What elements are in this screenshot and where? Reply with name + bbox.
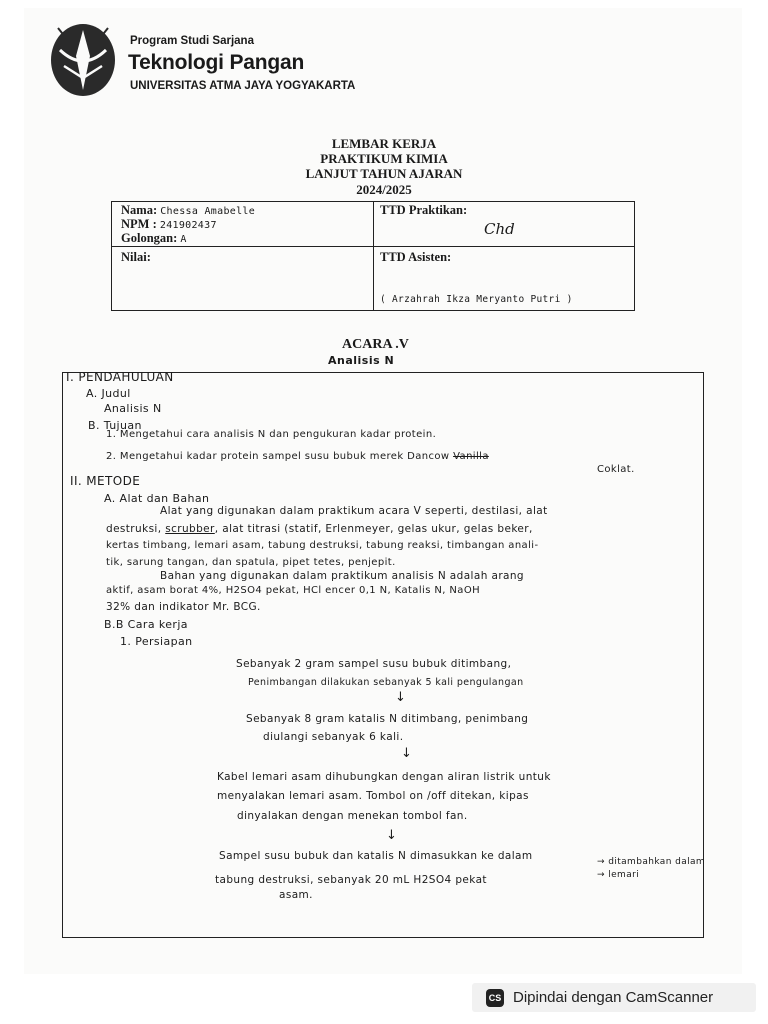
- doc-title-line3: LANJUT TAHUN AJARAN: [305, 166, 463, 181]
- tujuan-heading: B. Tujuan: [88, 419, 142, 432]
- step4-note-2: → lemari: [597, 870, 640, 880]
- ttd-asisten-label: TTD Asisten:: [380, 250, 452, 264]
- doc-title-line1: LEMBAR KERJA: [331, 136, 437, 151]
- program-label: Program Studi Sarjana: [130, 35, 254, 47]
- tujuan-2-struck: Vanilla: [453, 451, 489, 462]
- judul-text: Analisis N: [104, 402, 162, 415]
- npm-row: [121, 217, 217, 232]
- step3-line1: Kabel lemari asam dihubungkan dengan aliran listrik untuk: [217, 771, 551, 783]
- alat-line1: Alat yang digunakan dalam praktikum acara V seperti, destilasi, alat: [160, 505, 548, 517]
- step2-line2: diulangi sebanyak 6 kali.: [263, 731, 404, 743]
- nilai-label: Nilai:: [121, 250, 151, 264]
- camscanner-icon: CS: [486, 989, 504, 1007]
- camscanner-text: Dipindai dengan CamScanner: [513, 989, 714, 1006]
- bahan-line3: 32% dan indikator Mr. BCG.: [106, 601, 261, 613]
- step4-line1: Sampel susu bubuk dan katalis N dimasukkan ke dalam: [219, 850, 533, 862]
- bahan-line1: Bahan yang digunakan dalam praktikum analisis N adalah arang: [160, 570, 524, 582]
- ttd-praktikan-label: TTD Praktikan:: [380, 203, 468, 217]
- nama-value: Chessa Amabelle: [160, 206, 256, 217]
- praktikan-signature: Chd: [484, 220, 515, 238]
- nama-row: [121, 203, 255, 218]
- step3-line2: menyalakan lemari asam. Tombol on /off ditekan, kipas: [217, 790, 529, 802]
- acara-heading: ACARA .V: [342, 337, 409, 352]
- step1-line1: Sebanyak 2 gram sampel susu bubuk ditimbang,: [236, 658, 512, 670]
- golongan-label: Golongan:: [121, 231, 178, 245]
- flow-arrow-2: ↓: [401, 746, 412, 761]
- judul-heading: A. Judul: [86, 387, 131, 400]
- bahan-line2: aktif, asam borat 4%, H2SO4 pekat, HCl encer 0,1 N, Katalis N, NaOH: [106, 585, 481, 596]
- flow-arrow-1: ↓: [395, 690, 406, 705]
- step2-line1: Sebanyak 8 gram katalis N ditimbang, penimbang: [246, 713, 529, 725]
- tujuan-2-correction: Coklat.: [597, 464, 635, 475]
- persiapan-heading: 1. Persiapan: [120, 635, 193, 648]
- flow-arrow-3: ↓: [386, 828, 397, 843]
- step4-note-1: → ditambahkan dalam: [597, 857, 706, 867]
- department-title: Teknologi Pangan: [128, 51, 305, 74]
- tujuan-2: 2. Mengetahui kadar protein sampel susu bubuk merek Dancow Vanilla: [106, 451, 489, 462]
- step3-line3: dinyalakan dengan menekan tombol fan.: [237, 810, 468, 822]
- golongan-value: A: [180, 234, 187, 245]
- step4-line2: tabung destruksi, sebanyak 20 mL H2SO4 pekat: [215, 874, 487, 886]
- nama-label: Nama:: [121, 203, 158, 217]
- alat-line4: tik, sarung tangan, dan spatula, pipet tetes, penjepit.: [106, 557, 396, 568]
- step4-line3: asam.: [279, 889, 313, 901]
- acara-subtitle: Analisis N: [328, 354, 395, 367]
- asisten-name: ( Arzahrah Ikza Meryanto Putri ): [380, 294, 573, 305]
- step1-line2: Penimbangan dilakukan sebanyak 5 kali pengulangan: [248, 677, 524, 688]
- alat-heading: A. Alat dan Bahan: [104, 492, 210, 505]
- section-metode: II. METODE: [70, 474, 141, 488]
- doc-title-line2: PRAKTIKUM KIMIA: [320, 151, 448, 166]
- section-pendahuluan: I. PENDAHULUAN: [66, 370, 174, 384]
- cara-kerja-heading: B.B Cara kerja: [104, 618, 188, 631]
- doc-title-year: 2024/2025: [356, 182, 412, 197]
- tujuan-1: 1. Mengetahui cara analisis N dan pengukuran kadar protein.: [106, 429, 437, 440]
- alat-line3: kertas timbang, lemari asam, tabung destruksi, tabung reaksi, timbangan anali-: [106, 540, 539, 551]
- identity-table: [111, 201, 635, 311]
- golongan-row: [121, 231, 187, 246]
- university-name: UNIVERSITAS ATMA JAYA YOGYAKARTA: [130, 80, 356, 92]
- npm-value: 241902437: [159, 220, 217, 231]
- npm-label: NPM :: [121, 217, 157, 231]
- camscanner-badge: [472, 983, 756, 1012]
- alat-line2: destruksi, scrubber, alat titrasi (statif, Erlenmeyer, gelas ukur, gelas beker,: [106, 523, 533, 535]
- university-logo: [46, 20, 120, 102]
